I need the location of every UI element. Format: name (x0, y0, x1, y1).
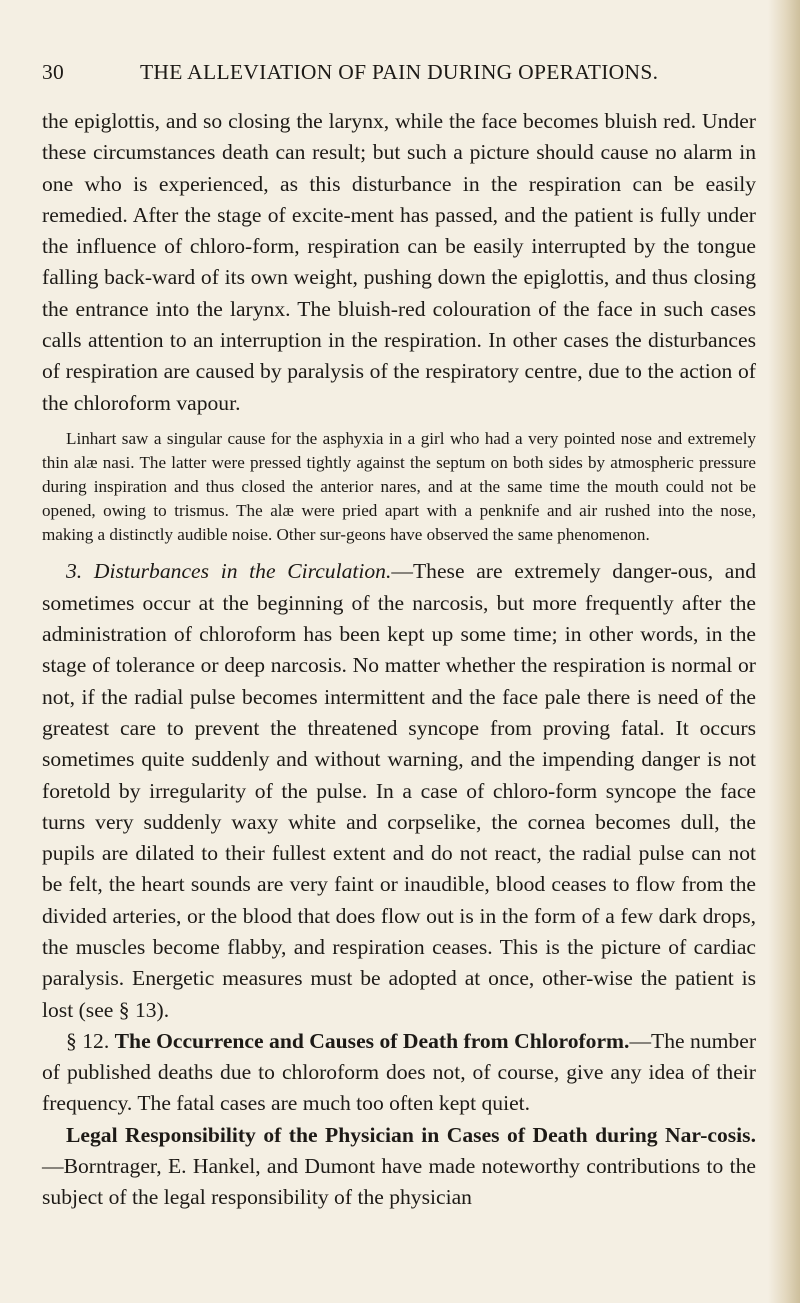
paragraph-legal-responsibility (42, 1120, 756, 1214)
paragraph-circulation (42, 556, 756, 1025)
section-number: § 12. (66, 1028, 115, 1053)
running-header (42, 60, 742, 92)
paragraph-death-causes (42, 1026, 756, 1120)
circulation-text: —These are extremely danger-ous, and sometimes occur at the beginning of the narcosis, but more frequently after the administration of chloroform has been kept up some time; in other words, in the stage of tolerance or deep narcosis. No matter whether the respiration is normal or not, if the radial pulse becomes intermittent and the face pale there is need of the greatest care to prevent the threatened syncope from proving fatal. It occurs sometimes quite suddenly and without warning, and the impending danger is not foretold by irregularity of the pulse. In a case of chloro-form syncope the face turns very suddenly waxy white and corpselike, the cornea becomes dull, the pupils are dilated to their fullest extent and do not react, the radial pulse can not be felt, the heart sounds are very faint or inaudible, blood ceases to flow from the divided arteries, or the blood that does flow out is in the form of a few dark drops, the muscles become flabby, and respiration ceases. This is the picture of cardiac paralysis. Energetic measures must be adopted at once, other-wise the patient is lost (see § 13). (42, 559, 756, 1022)
paragraph-linhart-case: Linhart saw a singular cause for the asphyxia in a girl who had a very pointed nose and extremely thin alæ nasi. The latter were pressed tightly against the septum on both sides by atmospheric pressure during inspiration and thus closed the anterior nares, and at the same time the mouth could not be opened, owing to trismus. The alæ were pried apart with a penknife and air rushed into the nose, making a distinctly audible noise. Other sur-geons have observed the same phenomenon. (42, 428, 756, 545)
legal-text: —Borntrager, E. Hankel, and Dumont have made noteworthy contributions to the subject of the legal responsibility of the physician (42, 1154, 756, 1210)
page-number: 30 (42, 60, 65, 84)
section-heading-legal: Legal Responsibility of the Physician in Cases of Death during Nar-cosis. (66, 1122, 756, 1147)
death-causes-text: —The number of published deaths due to chloroform does not, of course, give any idea of their frequency. The fatal cases are much too often kept quiet. (42, 1028, 757, 1116)
paragraph-respiration-continued: the epiglottis, and so closing the larynx, while the face becomes bluish red. Under these circumstances death can result; but such a picture should cause no alarm in one who is experienced, as this disturbance in the respiration can be easily remedied. After the stage of excite-ment has passed, and the patient is fully under the influence of chloro-form, respiration can be easily interrupted by the tongue falling back-ward of its own weight, pushing down the epiglottis, and thus closing the entrance into the larynx. The bluish-red colouration of the face in such cases calls attention to an interruption in the respiration. In other cases the disturbances of respiration are caused by paralysis of the respiratory centre, due to the action of the chloroform vapour. (42, 109, 756, 415)
running-title: THE ALLEVIATION OF PAIN DURING OPERATIONS. (140, 60, 659, 84)
page-edge-shadow (768, 0, 800, 1303)
section-heading-death-causes: The Occurrence and Causes of Death from Chloroform. (114, 1028, 630, 1053)
section-heading-circulation: 3. Disturbances in the Circulation. (66, 559, 392, 584)
page-body (42, 106, 756, 1214)
